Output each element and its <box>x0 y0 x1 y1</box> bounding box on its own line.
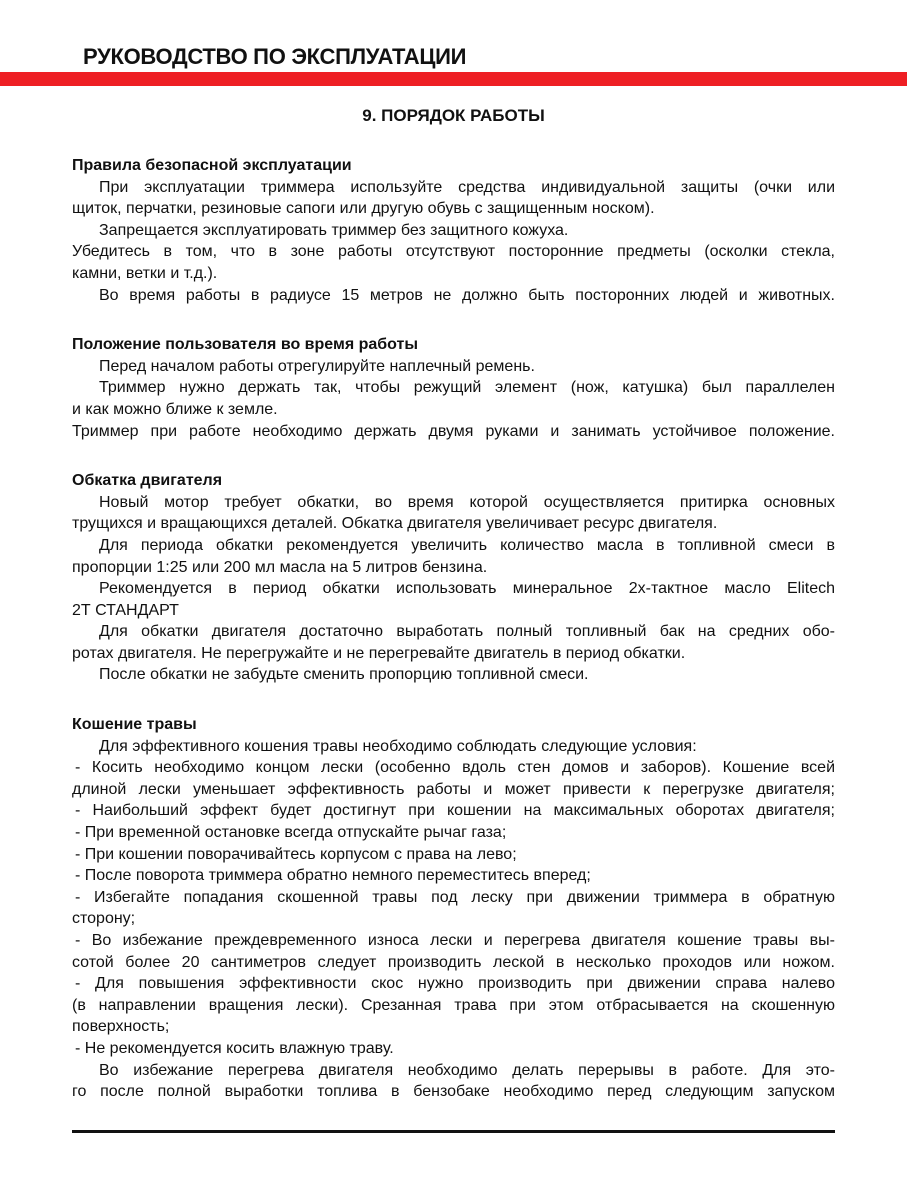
list-item-line: - Косить необходимо концом лески (особенно вдоль стен домов и заборов). Кошение всей <box>75 759 835 777</box>
section-heading: Обкатка двигателя <box>72 472 223 490</box>
paragraph-line: Запрещается эксплуатировать триммер без защитного кожуха. <box>99 221 569 239</box>
list-item-line: - Для повышения эффективности скос нужно производить при движении справа налево <box>75 975 835 993</box>
section-heading: Кошение травы <box>72 716 197 734</box>
paragraph-line: Триммер нужно держать так, чтобы режущий элемент (нож, катушка) был параллелен <box>99 379 835 397</box>
paragraph-line: и как можно ближе к земле. <box>72 400 278 418</box>
paragraph-line: сторону; <box>72 910 136 928</box>
paragraph-line: После обкатки не забудьте сменить пропорцию топливной смеси. <box>99 666 589 684</box>
paragraph-line: Во избежание перегрева двигателя необходимо делать перерывы в работе. Для это- <box>99 1061 835 1079</box>
paragraph-line: Триммер при работе необходимо держать двумя руками и занимать устойчивое положение. <box>72 422 835 440</box>
paragraph-line: щиток, перчатки, резиновые сапоги или другую обувь с защищенным носком). <box>72 200 655 218</box>
document-body <box>72 155 835 1131</box>
footer-rule <box>72 1130 835 1133</box>
paragraph-line: Новый мотор требует обкатки, во время которой осуществляется притирка основных <box>99 493 835 511</box>
paragraph-line: Убедитесь в том, что в зоне работы отсутствуют посторонние предметы (осколки стекла, <box>72 243 835 261</box>
section <box>72 155 835 306</box>
manual-header-title: РУКОВОДСТВО ПО ЭКСПЛУАТАЦИИ <box>83 44 467 69</box>
paragraph-line: длиной лески уменьшает эффективность работы и может привести к перегрузке двигателя; <box>72 780 835 798</box>
paragraph-line: Для обкатки двигателя достаточно выработать полный топливный бак на средних обо- <box>99 623 835 641</box>
paragraph-line: (в направлении вращения лески). Срезанная трава при этом отбрасывается на скошенную <box>72 996 835 1014</box>
paragraph-line: При эксплуатации триммера используйте средства индивидуальной защиты (очки или <box>99 178 835 196</box>
section <box>72 470 835 686</box>
paragraph-line: Во время работы в радиусе 15 метров не должно быть посторонних людей и животных. <box>99 286 835 304</box>
list-item-line: - Наибольший эффект будет достигнут при кошении на максимальных оборотах двигателя; <box>75 802 835 820</box>
list-item-line: - Во избежание преждевременного износа лески и перегрева двигателя кошение травы вы- <box>75 932 835 949</box>
paragraph-line: го после полной выработки топлива в бензобаке необходимо перед следующим запуском <box>72 1083 835 1101</box>
paragraph-line: Перед началом работы отрегулируйте наплечный ремень. <box>99 357 535 375</box>
list-item-line: - После поворота триммера обратно немного переместитесь вперед; <box>75 867 591 885</box>
list-item-line: - При кошении поворачивайтесь корпусом с права на лево; <box>75 845 517 863</box>
list-item-line: - При временной остановке всегда отпускайте рычаг газа; <box>75 824 507 842</box>
paragraph-line: Для периода обкатки рекомендуется увеличить количество масла в топливной смеси в <box>99 536 835 554</box>
paragraph-line: 2Т СТАНДАРТ <box>72 601 179 619</box>
paragraph-line: поверхность; <box>72 1018 170 1036</box>
paragraph-line: камни, ветки и т.д.). <box>72 264 218 282</box>
header-red-bar <box>0 72 907 86</box>
paragraph-line: сотой более 20 сантиметров следует производить леской в несколько проходов или ножом. <box>72 953 835 971</box>
section-heading: Правила безопасной эксплуатации <box>72 157 352 174</box>
paragraph-line: Рекомендуется в период обкатки использовать минеральное 2х-тактное масло Elitech <box>99 580 835 598</box>
paragraph-line: ротах двигателя. Не перегружайте и не перегревайте двигатель в период обкатки. <box>72 644 686 662</box>
section-heading: Положение пользователя во время работы <box>72 336 419 354</box>
paragraph-line: пропорции 1:25 или 200 мл масла на 5 литров бензина. <box>72 558 488 576</box>
list-item-line: - Избегайте попадания скошенной травы под леску при движении триммера в обратную <box>75 888 835 906</box>
paragraph-line: трущихся и вращающихся деталей. Обкатка двигателя увеличивает ресурс двигателя. <box>72 515 718 533</box>
section <box>72 714 835 1103</box>
section <box>72 334 835 442</box>
chapter-title: 9. ПОРЯДОК РАБОТЫ <box>362 106 545 125</box>
paragraph-line: Для эффективного кошения травы необходимо соблюдать следующие условия: <box>99 737 697 755</box>
list-item-line: - Не рекомендуется косить влажную траву. <box>75 1039 394 1057</box>
